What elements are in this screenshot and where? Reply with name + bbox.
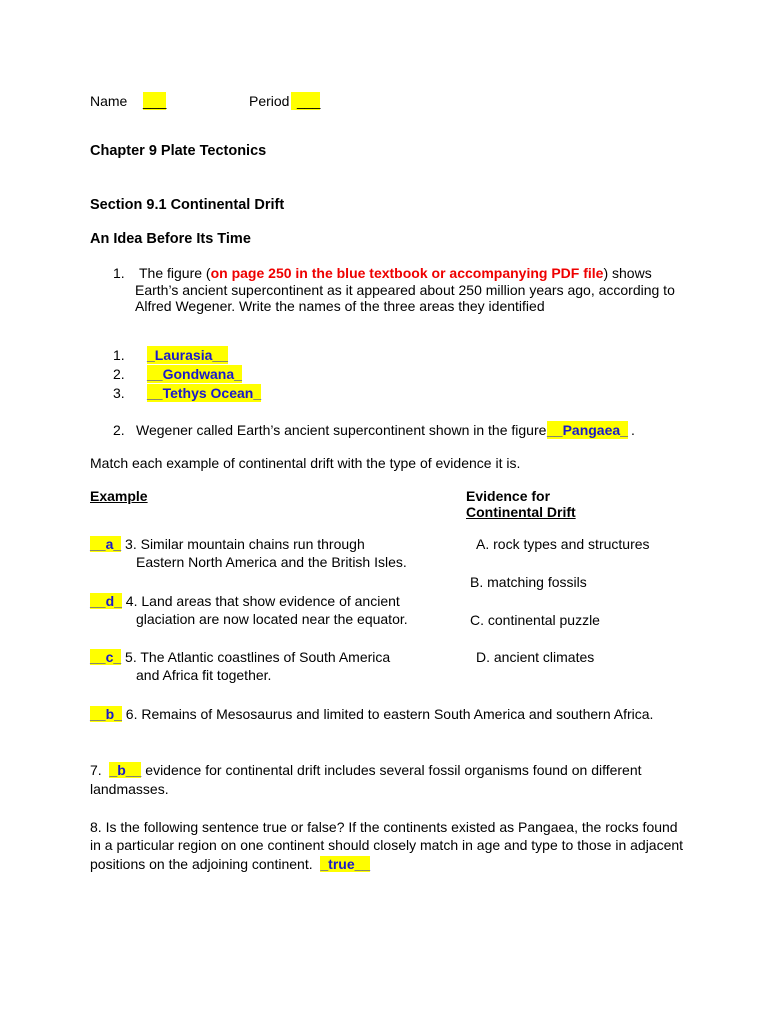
match-item-5-line2: and Africa fit together. (136, 667, 272, 683)
q1-text-after: ) shows (603, 265, 652, 281)
match-answer-6[interactable]: __b_ (90, 706, 122, 722)
q1-line3: Alfred Wegener. Write the names of the three areas they identified (135, 298, 545, 314)
match-answer-3[interactable]: __a_ (90, 536, 122, 552)
q7-text: evidence for continental drift includes several fossil organisms found on different (141, 762, 642, 778)
q8-line3 (90, 855, 370, 873)
match-item-3 (90, 535, 365, 553)
answer-num-1: 1. (113, 347, 125, 363)
q7-line1 (90, 761, 642, 779)
evidence-header-line2: Continental Drift (466, 504, 576, 520)
match-text-3: 3. Similar mountain chains run through (121, 536, 365, 552)
match-answer-5[interactable]: __c_ (90, 649, 122, 665)
evidence-option-b: B. matching fossils (470, 574, 587, 590)
q8-line2: in a particular region on one continent should closely match in age and type to those in adjacent (90, 837, 684, 853)
q7-line2: landmasses. (90, 781, 169, 797)
match-text-4: 4. Land areas that show evidence of ancient (121, 593, 400, 609)
example-column-header: Example (90, 488, 148, 504)
chapter-title: Chapter 9 Plate Tectonics (90, 143, 267, 159)
evidence-option-c: C. continental puzzle (470, 612, 600, 628)
q7-number: 7. (90, 762, 102, 778)
q1-text-before: The figure ( (139, 265, 211, 281)
q2-number: 2. (113, 422, 125, 438)
match-instructions: Match each example of continental drift with the type of evidence it is. (90, 455, 521, 471)
q1-line1 (139, 264, 652, 282)
match-item-4-line2: glaciation are now located near the equator. (136, 611, 408, 627)
evidence-option-a: A. rock types and structures (476, 536, 650, 552)
answer-tethys-ocean[interactable]: __Tethys Ocean_ (147, 385, 262, 401)
match-item-5 (90, 648, 390, 666)
match-item-3-line2: Eastern North America and the British Isles. (136, 554, 407, 570)
answer-num-3: 3. (113, 385, 125, 401)
q8-text: positions on the adjoining continent. (90, 856, 313, 872)
match-text-6: 6. Remains of Mesosaurus and limited to eastern South America and southern Africa. (121, 706, 654, 722)
section-heading: Section 9.1 Continental Drift (90, 197, 285, 213)
match-answer-4[interactable]: __d_ (90, 593, 122, 609)
answer-q7[interactable]: _b__ (109, 762, 142, 778)
period-label: Period (249, 93, 290, 109)
answer-laurasia[interactable]: _Laurasia__ (147, 347, 228, 363)
evidence-option-d: D. ancient climates (476, 649, 595, 665)
match-text-5: 5. The Atlantic coastlines of South America (121, 649, 391, 665)
q1-line2: Earth’s ancient supercontinent as it appeared about 250 million years ago, according to (135, 282, 675, 298)
match-item-6 (90, 705, 653, 723)
q1-number: 1. (113, 265, 125, 281)
q1-page-reference: on page 250 in the blue textbook or accompanying PDF file (210, 265, 604, 281)
q2-text: Wegener called Earth’s ancient supercontinent shown in the figure (136, 422, 547, 438)
period-blank[interactable]: ___ (291, 92, 320, 110)
evidence-header-line1: Evidence for (466, 488, 551, 504)
subsection-heading: An Idea Before Its Time (90, 231, 251, 247)
name-blank[interactable]: ___ (143, 93, 167, 109)
answer-q8[interactable]: _true__ (320, 856, 371, 872)
name-label: Name (90, 93, 128, 109)
answer-num-2: 2. (113, 366, 125, 382)
answer-pangaea[interactable]: __Pangaea_ (547, 422, 628, 438)
q8-line1: 8. Is the following sentence true or false? If the continents existed as Pangaea, the rocks found (90, 819, 678, 835)
q2-end: . (631, 422, 635, 438)
match-item-4 (90, 592, 400, 610)
answer-gondwana[interactable]: __Gondwana_ (147, 366, 242, 382)
